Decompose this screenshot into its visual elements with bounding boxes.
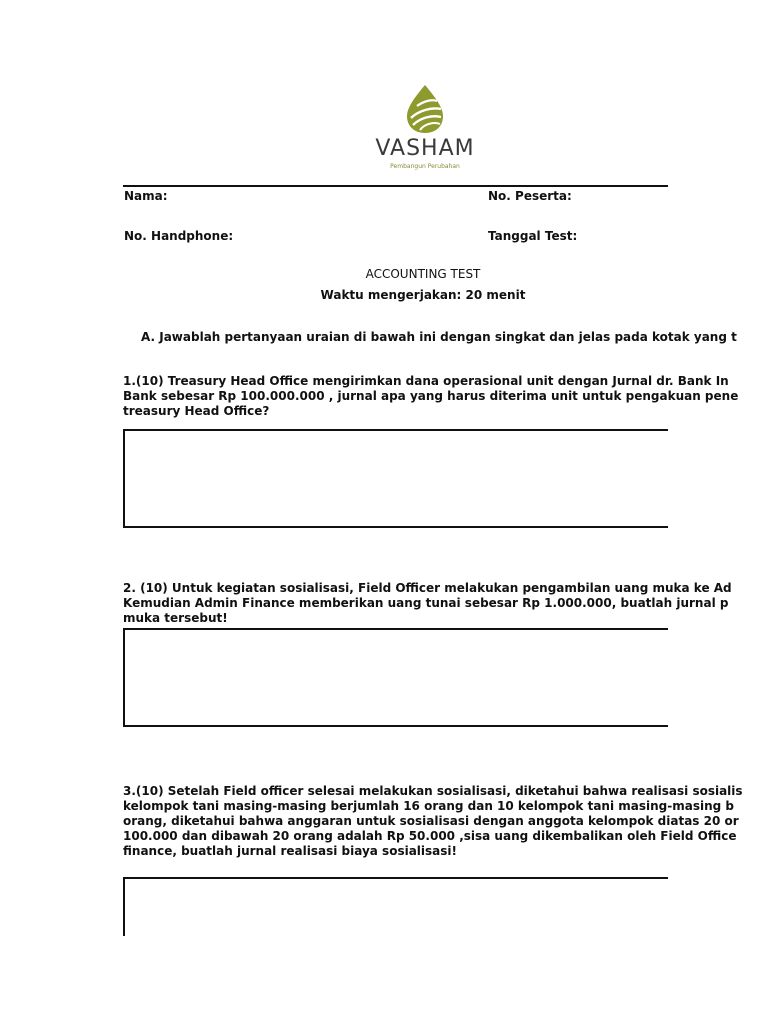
- test-duration: Waktu mengerjakan: 20 menit: [320, 288, 526, 302]
- question-text: 1.(10) Treasury Head Office mengirimkan dana operasional unit dengan Jurnal dr. Bank In Bank sebesar Rp 100.000.000 , jurnal apa yang harus diterima unit untuk pengakuan pene treasury Head Office?: [123, 374, 739, 418]
- vasham-logo: [360, 84, 490, 174]
- answer-box-2[interactable]: [123, 628, 668, 727]
- question-text: 3.(10) Setelah Field officer selesai melakukan sosialisasi, diketahui bahwa realisasi sosialis kelompok tani masing-masing berjumlah 16 orang dan 10 kelompok tani masing-masing b orang, diketahui bahwa anggaran untuk sosialisasi dengan anggota kelompok diatas 20 or 100.000 dan dibawah 20 orang adalah Rp 50.000 ,sisa uang dikembalikan oleh Field Office finance, buatlah jurnal realisasi biaya sosialisasi!: [123, 784, 743, 858]
- instruction-text: A. Jawablah pertanyaan uraian di bawah ini dengan singkat dan jelas pada kotak yang t: [141, 330, 737, 344]
- brand-tagline: Pembangun Perubahan: [390, 163, 460, 170]
- question-3: [123, 784, 743, 859]
- tanggal-test-label: Tanggal Test:: [488, 229, 578, 243]
- instruction-container: [123, 330, 737, 344]
- answer-box-3[interactable]: [123, 877, 668, 936]
- brand-name: VASHAM: [375, 136, 475, 161]
- question-text: 2. (10) Untuk kegiatan sosialisasi, Field Officer melakukan pengambilan uang muka ke Ad Kemudian Admin Finance memberikan uang tunai sebesar Rp 1.000.000, buatlah jurnal p muka tersebut!: [123, 581, 732, 625]
- no-peserta-label: No. Peserta:: [488, 189, 572, 203]
- question-1: [123, 374, 739, 419]
- question-2: [123, 581, 732, 626]
- no-handphone-label: No. Handphone:: [124, 229, 234, 243]
- nama-label: Nama:: [124, 189, 168, 203]
- leaf-icon: [405, 84, 445, 134]
- header-divider: [123, 185, 668, 187]
- answer-box-1[interactable]: [123, 429, 668, 528]
- test-title: ACCOUNTING TEST: [365, 267, 481, 281]
